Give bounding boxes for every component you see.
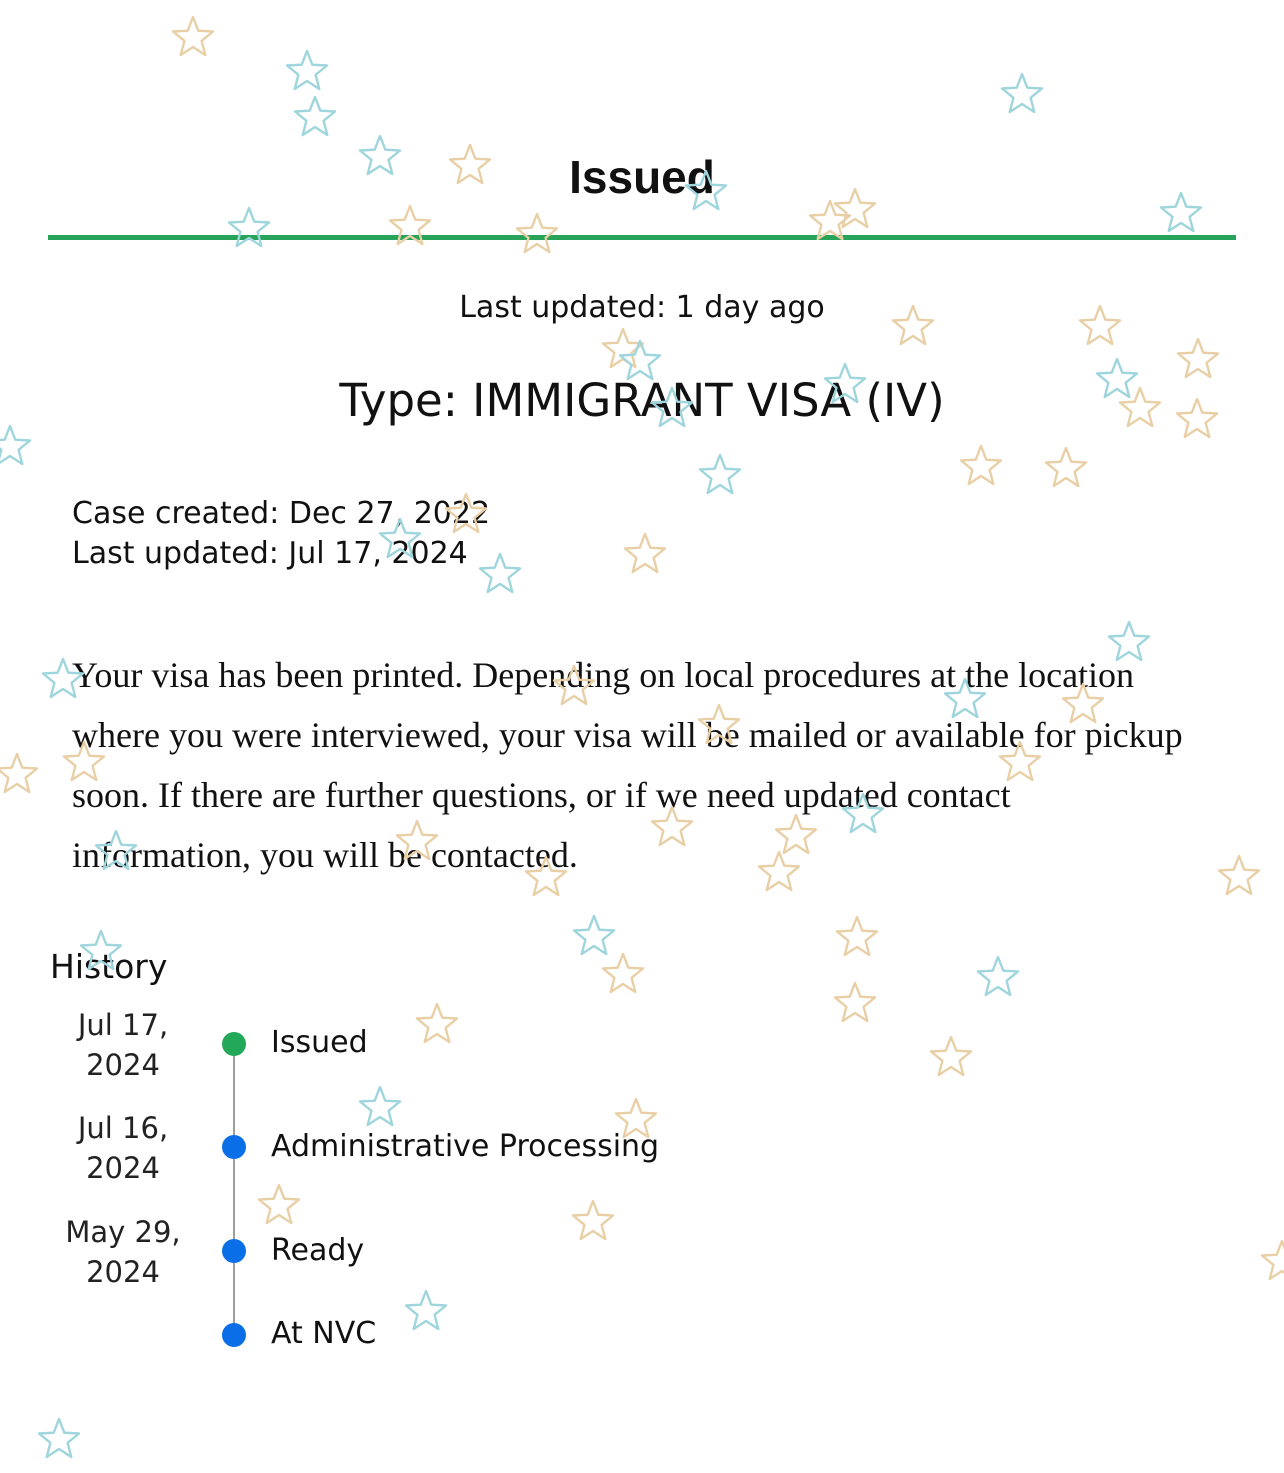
star-icon bbox=[625, 534, 665, 572]
star-icon bbox=[287, 51, 327, 89]
star-icon bbox=[573, 1201, 613, 1239]
star-icon bbox=[406, 1291, 446, 1329]
star-icon bbox=[0, 426, 30, 464]
star-icon bbox=[835, 983, 875, 1021]
last-updated-relative: Last updated: 1 day ago bbox=[459, 290, 825, 325]
case-dates bbox=[72, 494, 490, 574]
star-icon bbox=[173, 17, 213, 55]
timeline-line bbox=[233, 1043, 235, 1335]
star-icon bbox=[1262, 1241, 1284, 1279]
event-dot-at-nvc bbox=[222, 1323, 246, 1347]
star-icon bbox=[39, 1419, 79, 1457]
star-icon bbox=[1046, 448, 1086, 486]
event-date-issued: Jul 17, 2024 bbox=[77, 1008, 169, 1082]
visa-type: Type: IMMIGRANT VISA (IV) bbox=[339, 374, 945, 427]
star-icon bbox=[603, 329, 643, 367]
star-icon bbox=[417, 1004, 457, 1042]
status-divider bbox=[48, 235, 1236, 240]
status-description: Your visa has been printed. Depending on local procedures at the location where you were interviewed, your visa will be mailed or available for pickup soon. If there are further questions, or if we need updated contact information, you will be contacted. bbox=[72, 655, 1183, 875]
star-icon bbox=[931, 1037, 971, 1075]
event-label-issued: Issued bbox=[271, 1025, 368, 1060]
event-label-administrative-processing: Administrative Processing bbox=[271, 1129, 660, 1164]
event-label-at-nvc: At NVC bbox=[271, 1316, 377, 1351]
star-icon bbox=[360, 1087, 400, 1125]
star-icon bbox=[961, 446, 1001, 484]
event-date-administrative-processing: Jul 16, 2024 bbox=[77, 1111, 169, 1185]
star-icon bbox=[229, 208, 269, 246]
star-icon bbox=[978, 957, 1018, 995]
event-label-ready: Ready bbox=[271, 1233, 365, 1268]
star-icon bbox=[1219, 856, 1259, 894]
star-icon bbox=[1178, 339, 1218, 377]
event-date-ready: May 29, 2024 bbox=[65, 1215, 181, 1289]
star-icon bbox=[0, 754, 37, 792]
case-created-date: Case created: Dec 27, 2022 bbox=[72, 496, 491, 531]
star-icon bbox=[810, 201, 850, 239]
star-icon bbox=[1002, 74, 1042, 112]
star-icon bbox=[259, 1185, 299, 1223]
star-icon bbox=[574, 916, 614, 954]
event-dot-issued bbox=[222, 1032, 246, 1056]
star-icon bbox=[603, 954, 643, 992]
event-dot-administrative-processing bbox=[222, 1135, 246, 1159]
event-dot-ready bbox=[222, 1239, 246, 1263]
history-heading: History bbox=[50, 947, 168, 986]
case-last-updated-date: Last updated: Jul 17, 2024 bbox=[72, 536, 468, 571]
star-icon bbox=[295, 97, 335, 135]
star-icon bbox=[700, 455, 740, 493]
star-icon bbox=[517, 214, 557, 252]
star-icon bbox=[837, 917, 877, 955]
status-title: Issued bbox=[569, 151, 715, 203]
